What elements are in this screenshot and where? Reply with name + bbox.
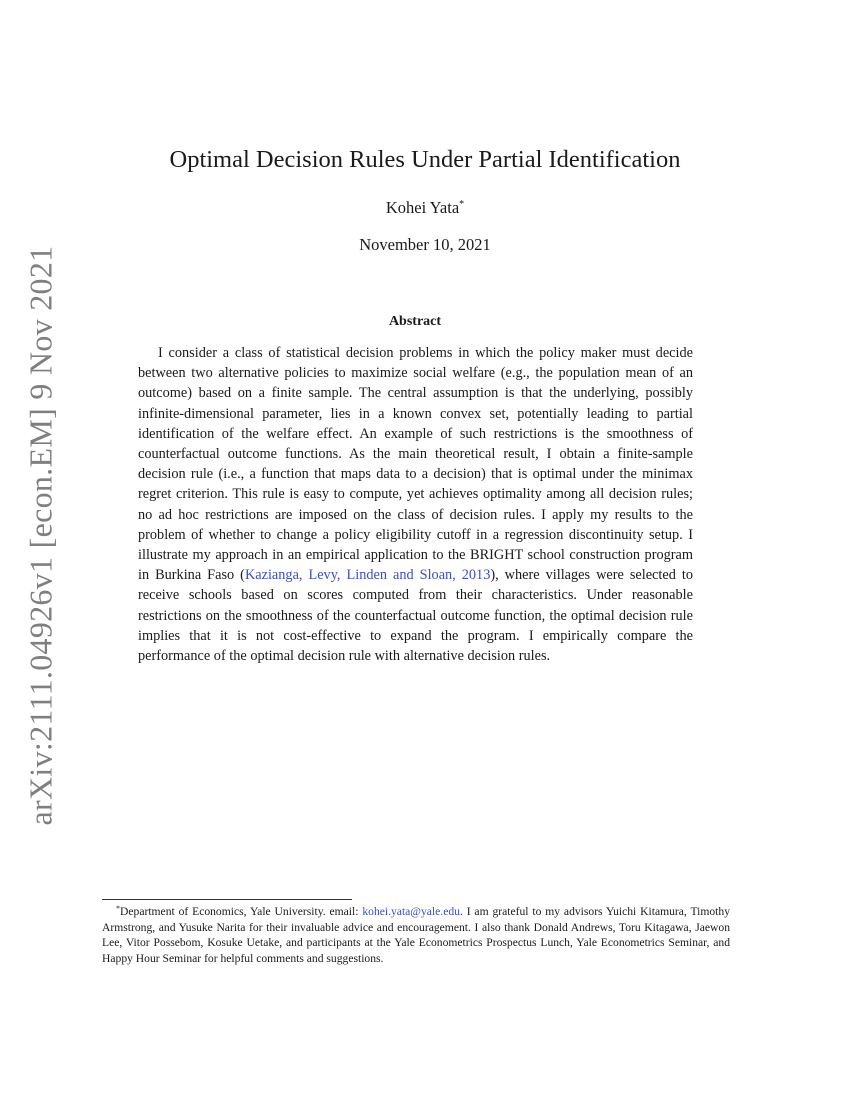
- author-footnote-mark[interactable]: *: [459, 199, 465, 210]
- arxiv-identifier-stamp: [15, 245, 67, 825]
- paper-title: Optimal Decision Rules Under Partial Identification: [169, 146, 681, 173]
- abstract-body: [138, 343, 693, 666]
- footnote-mark: *: [116, 904, 120, 913]
- footnote-text-part-1: Department of Economics, Yale University. email:: [120, 905, 363, 918]
- abstract-text-part-1: I consider a class of statistical decision problems in which the policy maker must decide between two alternative policies to maximize social welfare (e.g., the population mean of an outcome) based on a finite sample. The central assumption is that the underlying, possibly infinite-dimensional parameter, lies in a known convex set, potentially leading to partial identification of the welfare effect. An example of such restrictions is the smoothness of counterfactual outcome functions. As the main theoretical result, I obtain a finite-sample decision rule (i.e., a function that maps data to a decision) that is optimal under the minimax regret criterion. This rule is easy to compute, yet achieves optimality among all decision rules; no ad hoc restrictions are imposed on the class of decision rules. I apply my results to the problem of whether to change a policy eligibility cutoff in a regression discontinuity setup. I illustrate my approach in an empirical application to the BRIGHT school construction program in Burkina Faso (: [138, 345, 693, 584]
- arxiv-identifier-text: arXiv:2111.04926v1 [econ.EM] 9 Nov 2021: [22, 245, 59, 825]
- author-line: [0, 198, 850, 218]
- abstract-text-part-2: ), where villages were selected to receive schools based on scores computed from their characteristics. Under reasonable restrictions on the smoothness of the counterfactual outcome function, the optimal decision rule implies that it is not cost-effective to expand the program. I empirically compare the performance of the optimal decision rule with alternative decision rules.: [138, 567, 693, 665]
- email-link[interactable]: kohei.yata@yale.edu: [362, 905, 460, 918]
- footnote-divider: [102, 899, 352, 900]
- paper-date: November 10, 2021: [359, 235, 491, 254]
- abstract-heading: Abstract: [388, 314, 442, 329]
- citation-link[interactable]: Kazianga, Levy, Linden and Sloan, 2013: [244, 567, 491, 584]
- author-name: Kohei Yata: [385, 198, 460, 217]
- author-footnote: [102, 904, 730, 966]
- footnote-text-part-2: . I am grateful to my advisors Yuichi Kitamura, Timothy Armstrong, and Yusuke Narita for their invaluable advice and encouragement. I also thank Donald Andrews, Toru Kitagawa, Jaewon Lee, Vitor Possebom, Kosuke Uetake, and participants at the Yale Econometrics Prospectus Lunch, Yale Econometrics Seminar, and Happy Hour Seminar for helpful comments and suggestions.: [102, 905, 730, 965]
